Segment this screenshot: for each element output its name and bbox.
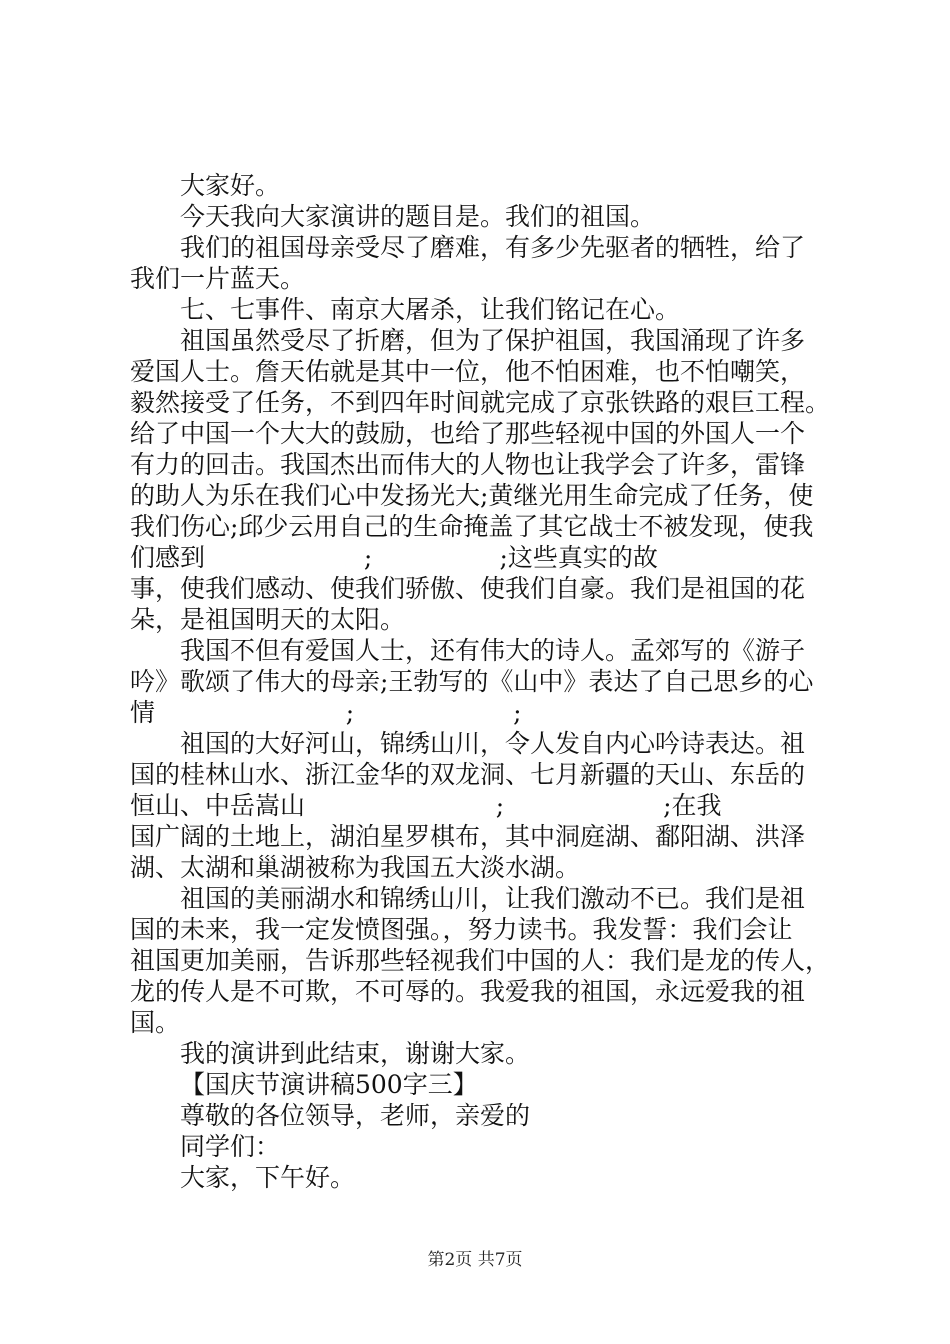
text-line: 湖、太湖和巢湖被称为我国五大淡水湖。 bbox=[130, 853, 581, 882]
text-line: 有力的回击。我国杰出而伟大的人物也让我学会了许多，雷锋 bbox=[130, 450, 806, 479]
text-line: 事，使我们感动、使我们骄傲、使我们自豪。我们是祖国的花 bbox=[130, 574, 806, 603]
text-line: 祖国的美丽湖水和锦绣山川，让我们激动不已。我们是祖 bbox=[180, 884, 806, 913]
text-line: 国的未来，我一定发愤图强。，努力读书。我发誓：我们会让 bbox=[130, 915, 793, 944]
text-line: 大家，下午好。 bbox=[180, 1163, 356, 1192]
text-line: 尊敬的各位领导，老师，亲爱的 bbox=[180, 1101, 531, 1130]
text-line: 情 ; ; bbox=[130, 698, 522, 727]
text-line: 我们伤心;邱少云用自己的生命掩盖了其它战士不被发现，使我 bbox=[130, 512, 814, 541]
text-line: 我们一片蓝天。 bbox=[130, 264, 306, 293]
text-line: 国广阔的土地上，湖泊星罗棋布，其中洞庭湖、鄱阳湖、洪泽 bbox=[130, 822, 806, 851]
text-line: 毅然接受了任务，不到四年时间就完成了京张铁路的艰巨工程。 bbox=[130, 388, 831, 417]
text-line: 们感到 ; ;这些真实的故 bbox=[130, 543, 658, 572]
text-line: 国。 bbox=[130, 1008, 181, 1037]
text-line: 吟》歌颂了伟大的母亲;王勃写的《山中》表达了自己思乡的心 bbox=[130, 667, 814, 696]
page-footer bbox=[0, 1245, 950, 1270]
text-line: 龙的传人是不可欺，不可辱的。我爱我的祖国，永远爱我的祖 bbox=[130, 977, 806, 1006]
text-line: 大家好。 bbox=[180, 171, 281, 200]
text-line: 祖国的大好河山，锦绣山川，令人发自内心吟诗表达。祖 bbox=[180, 729, 806, 758]
page-number: 第2页 共7页 bbox=[427, 1250, 523, 1270]
text-line: 我国不但有爱国人士，还有伟大的诗人。孟郊写的《游子 bbox=[180, 636, 806, 665]
text-line: 我们的祖国母亲受尽了磨难，有多少先驱者的牺牲，给了 bbox=[180, 233, 806, 262]
text-line: 【国庆节演讲稿500字三】 bbox=[180, 1070, 478, 1099]
text-line: 今天我向大家演讲的题目是。我们的祖国。 bbox=[180, 202, 656, 231]
text-line: 七、七事件、南京大屠杀，让我们铭记在心。 bbox=[180, 295, 681, 324]
text-line: 我的演讲到此结束，谢谢大家。 bbox=[180, 1039, 531, 1068]
text-line: 给了中国一个大大的鼓励，也给了那些轻视中国的外国人一个 bbox=[130, 419, 806, 448]
text-line: 同学们： bbox=[180, 1132, 281, 1161]
text-line: 朵，是祖国明天的太阳。 bbox=[130, 605, 406, 634]
document-body bbox=[130, 170, 830, 1193]
text-line: 国的桂林山水、浙江金华的双龙洞、七月新疆的天山、东岳的 bbox=[130, 760, 806, 789]
text-line: 恒山、中岳嵩山 ; ;在我 bbox=[130, 791, 722, 820]
text-line: 祖国更加美丽，告诉那些轻视我们中国的人：我们是龙的传人， bbox=[130, 946, 831, 975]
text-line: 爱国人士。詹天佑就是其中一位，他不怕困难，也不怕嘲笑， bbox=[130, 357, 806, 386]
text-line: 祖国虽然受尽了折磨，但为了保护祖国，我国涌现了许多 bbox=[180, 326, 806, 355]
text-line: 的助人为乐在我们心中发扬光大;黄继光用生命完成了任务，使 bbox=[130, 481, 814, 510]
